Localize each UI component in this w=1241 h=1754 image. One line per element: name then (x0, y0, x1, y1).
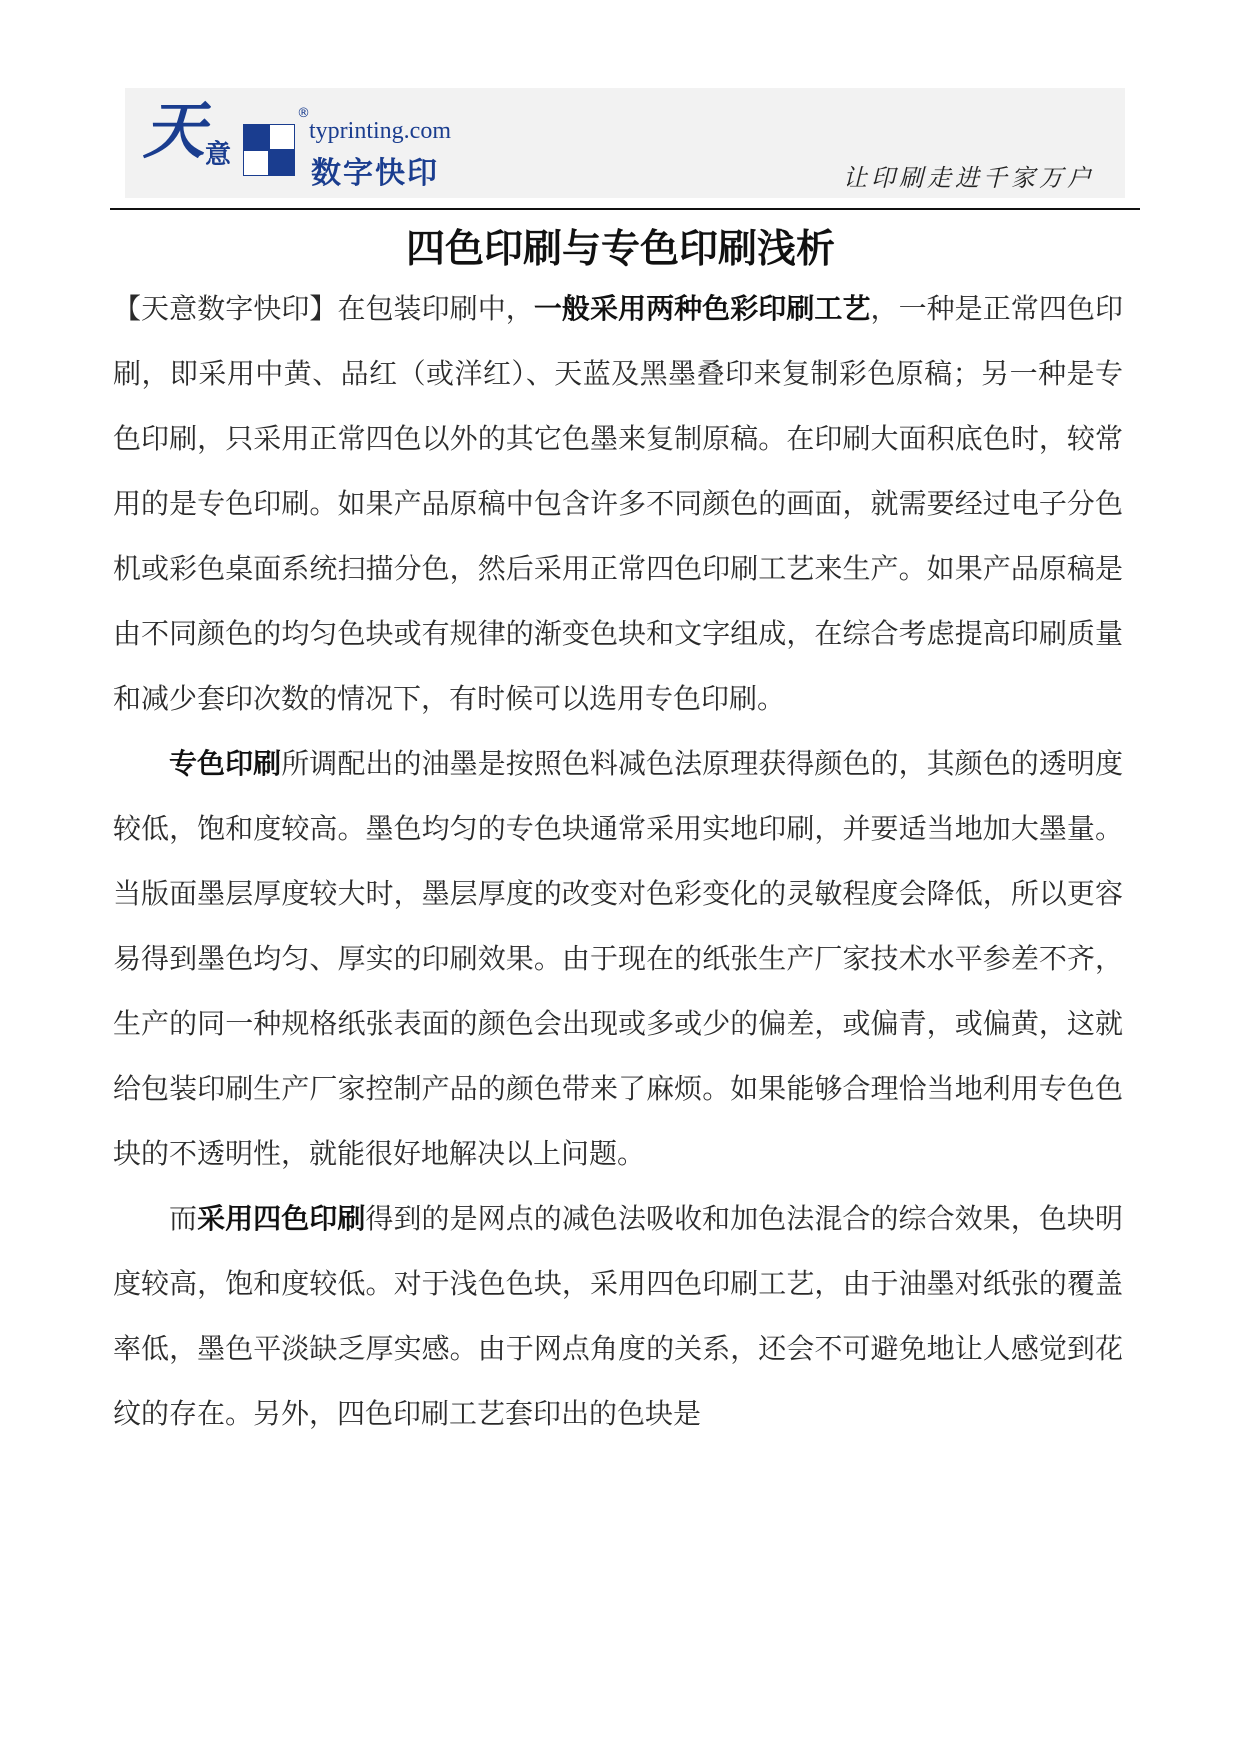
paragraph-text: 而 (169, 1202, 198, 1235)
paragraph-text: 所调配出的油墨是按照色料减色法原理获得颜色的，其颜色的透明度较低，饱和度较高。墨色均匀的专色块通常采用实地印刷，并要适当地加大墨量。当版面墨层厚度较大时，墨层厚度的改变对色彩变化的灵敏程度会降低，所以更容易得到墨色均匀、厚实的印刷效果。由于现在的纸张生产厂家技术水平参差不齐，生产的同一种规格纸张表面的颜色会出现或多或少的偏差，或偏青，或偏黄，这就给包装印刷生产厂家控制产品的颜色带来了麻烦。如果能够合理恰当地利用专色色块的不透明性，就能很好地解决以上问题。 (113, 747, 1123, 1170)
slogan: 让印刷走进千家万户 (843, 164, 1095, 192)
registered-mark: ® (297, 106, 310, 121)
paragraph-text: 【天意数字快印】在包装印刷中， (113, 292, 534, 325)
paragraph (113, 1186, 1123, 1446)
logo-company-name: 数字快印 (311, 156, 439, 191)
page-title: 四色印刷与专色印刷浅析 (405, 227, 835, 272)
emphasis-text: 专色印刷 (169, 747, 282, 780)
header-banner (125, 88, 1125, 198)
header-divider (110, 208, 1140, 210)
emphasis-text: 一般采用两种色彩印刷工艺 (533, 292, 871, 325)
emphasis-text: 采用四色印刷 (197, 1202, 366, 1235)
logo-yi-glyph: 意 (205, 140, 232, 170)
paragraph (113, 731, 1123, 1186)
article-body (113, 276, 1123, 1446)
logo-tian-glyph: 天 (143, 94, 206, 167)
logo-url: typrinting.com (309, 118, 451, 144)
paragraph (113, 276, 1123, 731)
paragraph-text: ，一种是正常四色印刷，即采用中黄、品红（或洋红）、天蓝及黑墨叠印来复制彩色原稿；另一种是专色印刷，只采用正常四色以外的其它色墨来复制原稿。在印刷大面积底色时，较常用的是专色印刷。如果产品原稿中包含许多不同颜色的画面，就需要经过电子分色机或彩色桌面系统扫描分色，然后采用正常四色印刷工艺来生产。如果产品原稿是由不同颜色的均匀色块或有规律的渐变色块和文字组成，在综合考虑提高印刷质量和减少套印次数的情况下，有时候可以选用专色印刷。 (113, 292, 1123, 715)
paragraph-text: 得到的是网点的减色法吸收和加色法混合的综合效果，色块明度较高，饱和度较低。对于浅色色块，采用四色印刷工艺，由于油墨对纸张的覆盖率低，墨色平淡缺乏厚实感。由于网点角度的关系，还会不可避免地让人感觉到花纹的存在。另外，四色印刷工艺套印出的色块是 (113, 1202, 1123, 1430)
logo-grid-icon (243, 124, 295, 176)
